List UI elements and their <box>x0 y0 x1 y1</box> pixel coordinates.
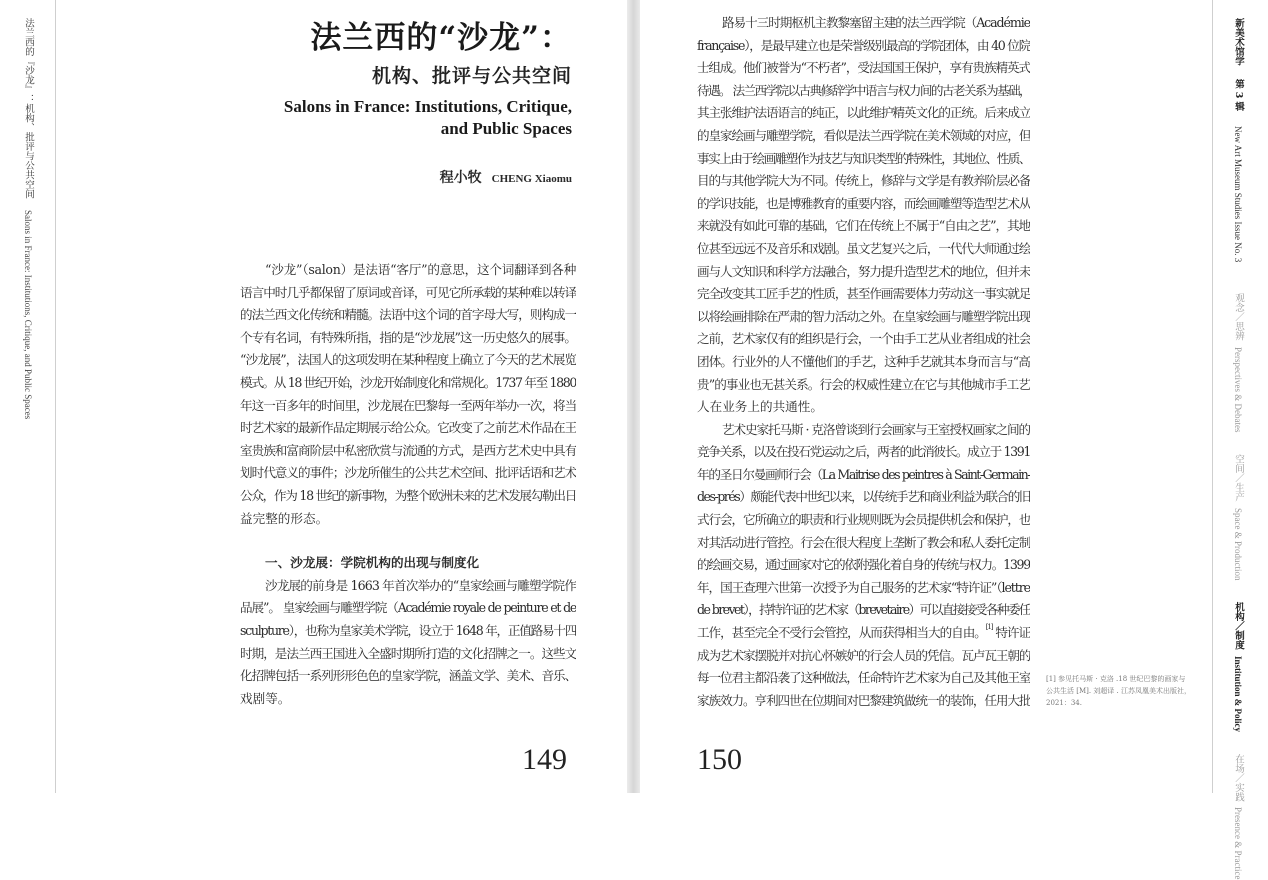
text-line: 成为艺术家摆脱并对抗心怀嫉妒的行会人员的凭信。瓦卢瓦王朝的 <box>697 647 1030 663</box>
text-line: 的学识技能，也是博雅教育的重要内容，而绘画雕塑等造型艺术从 <box>697 195 1030 211</box>
issue-zh: 第 3 辑 <box>1233 78 1244 111</box>
text-line: 士组成。他们被誉为“不朽者”，受法国国王保护，享有贵族精英式 <box>697 60 1030 76</box>
text-line: 益完整的形态。 <box>240 510 329 526</box>
text-line: 人在业务上的共通性。 <box>697 399 823 415</box>
text-line: 公众，作为 18 世纪的新事物，为整个欧洲未来的艺术发展勾勒出日 <box>240 487 576 503</box>
text-line: 的皇家绘画与雕塑学院，看似是法兰西学院在美术领域的对应，但 <box>697 127 1030 143</box>
text-line: 家族效力。亨利四世在位期间对巴黎建筑做统一的装饰，任用大批 <box>697 692 1030 708</box>
book-gutter <box>627 0 640 793</box>
right-section-index <box>1232 18 1244 880</box>
text-line: 以将绘画排除在严肃的智力活动之外。在皇家绘画与雕塑学院出现 <box>697 308 1030 324</box>
text-line: 事实上由于绘画雕塑作为技艺与知识类型的特殊性，其地位、性质、 <box>697 150 1030 166</box>
text-line: 年这一百多年的时间里，沙龙展在巴黎每一至两年举办一次，将当 <box>240 397 576 413</box>
text-line: 路易十三时期枢机主教黎塞留主建的法兰西学院（Académie <box>722 15 1030 30</box>
text-line: de brevet），持特许证的艺术家（brevetaire）可以直接接受各种委任 <box>697 602 1030 618</box>
footnote-line: 2021：34. <box>1046 699 1082 707</box>
journal-name-en: New Art Museum Studies Issue No. 3 <box>1233 125 1243 263</box>
text-line: 化招牌包括一系列形形色色的皇家学院，涵盖文学、美术、音乐、 <box>240 668 576 684</box>
section-index-item <box>1232 454 1244 580</box>
section-index-item <box>1232 602 1244 732</box>
right-margin-rule <box>1212 0 1213 793</box>
text-line: 其主张维护法语语言的纯正，以此维护精英文化的正统。后来成立 <box>697 105 1030 121</box>
page-number-right: 150 <box>697 743 742 776</box>
text-line: 戏剧等。 <box>240 690 291 706</box>
text-line-part: 工作，甚至完全不受行会管控，从而获得相当大的自由。 <box>697 625 986 641</box>
text-line: 来就没有如此可靠的基础，它们在传统上不属于“自由之艺”，其地 <box>697 218 1030 234</box>
text-line: 之前，艺术家仅有的组织是行会，一个由手工艺从业者组成的社会 <box>697 331 1030 347</box>
text-line: 艺术史家托马斯 · 克洛曾谈到行会画家与王室授权画家之间的 <box>722 421 1030 437</box>
text-line: 的法兰西文化传统和精髓。法语中这个词的首字母大写，则构成一 <box>240 307 576 323</box>
section-zh: 空间／生产 <box>1233 454 1244 502</box>
text-line: française），是最早建立也是荣誉级别最高的学院团体，由 40 位院 <box>697 37 1030 53</box>
paragraph <box>240 259 576 530</box>
section-heading: 一、沙龙展：学院机构的出现与制度化 <box>265 555 480 571</box>
paragraph <box>240 575 576 711</box>
text-line: 年的圣日尔曼画师行会（La Maitrise des peintres à Saint-Germain- <box>697 466 1030 482</box>
article-title-en <box>284 96 572 140</box>
section-zh: 观念／思辨 <box>1233 293 1244 341</box>
left-page-body <box>240 259 576 710</box>
text-line: 竞争关系，以及在投石党运动之后，两者的此消彼长。成立于 1391 <box>697 444 1030 460</box>
text-line: 式行会，它所确立的职责和行业规则既为会员提供机会和保护，也 <box>697 512 1030 528</box>
text-line: 贵”的事业也无甚关系。行会的权威性建立在它与其他城市手工艺 <box>697 376 1030 392</box>
text-line: 划时代意义的事件；沙龙所催生的公共艺术空间、批评话语和艺术 <box>240 465 576 481</box>
title-en-line: and Public Spaces <box>440 119 572 138</box>
section-en: Space & Production <box>1233 507 1243 581</box>
section-index-list <box>1232 265 1244 879</box>
text-line <box>697 622 1030 645</box>
footnote-line: [1] 参见托马斯 · 克洛 .18 世纪巴黎的画家与 <box>1046 675 1186 683</box>
text-line: 个专有名词，有特殊所指，指的是“沙龙展”这一历史悠久的展事。 <box>240 329 576 345</box>
journal-name-zh: 新美术馆学 <box>1233 18 1244 66</box>
text-line: 年，国王查理六世第一次授予为自己服务的艺术家“特许证”（lettre <box>697 579 1030 595</box>
article-title-zh: 法兰西的“沙龙”： <box>310 20 572 56</box>
left-running-head <box>22 18 34 419</box>
author-zh: 程小牧 <box>439 170 482 186</box>
text-line: 品展”。 皇家绘画与雕塑学院（Académie royale de peinture et de <box>240 600 576 616</box>
text-line: 每一位君主都沿袭了这种做法，任命特许艺术家为自己及其他王室 <box>697 670 1030 686</box>
footnote-reference: [1] <box>985 623 993 632</box>
section-index-item <box>1232 754 1244 880</box>
text-line: 目的与其他学院大为不同。传统上，修辞与文学是有教养阶层必备 <box>697 173 1030 189</box>
title-en-line: Salons in France: Institutions, Critique, <box>283 97 572 116</box>
section-zh: 机构／制度 <box>1233 602 1244 650</box>
text-line: 语言中时几乎都保留了原词或音译，可见它所承载的某种难以转译 <box>240 284 576 300</box>
text-line: 沙龙展的前身是 1663 年首次举办的“皇家绘画与雕塑学院作 <box>265 577 576 593</box>
paragraph <box>697 419 1030 713</box>
text-line: 位甚至远远不及音乐和戏剧。虽文艺复兴之后，一代代大师通过绘 <box>697 240 1030 256</box>
text-line: 时期，是法兰西王国进入全盛时期所打造的文化招牌之一。这些文 <box>240 645 576 661</box>
footnote <box>1046 673 1208 709</box>
text-line: “沙龙展”，法国人的这项发明在某种程度上确立了今天的艺术展览 <box>240 352 576 368</box>
author <box>440 167 572 187</box>
text-line: 完全改变其工匠手艺的性质，甚至作画需要体力劳动这一事实就足 <box>697 286 1030 302</box>
text-line: sculpture），也称为皇家美术学院，设立于 1648 年，正值路易十四 <box>240 622 576 638</box>
right-page-body <box>697 12 1030 712</box>
text-line: 团体。行业外的人不懂他们的手艺，这种手艺就其本身而言与“高 <box>697 353 1030 369</box>
section-en: Institution & Policy <box>1233 655 1243 732</box>
article-subtitle-zh: 机构、批评与公共空间 <box>371 65 572 87</box>
text-line: 时艺术家的最新作品定期展示给公众。它改变了之前艺术作品在王 <box>240 420 576 436</box>
section-index-item <box>1232 293 1244 432</box>
left-margin-rule <box>55 0 56 793</box>
section-zh: 在场／实践 <box>1233 753 1244 802</box>
running-title-en: Salons in France: Institutions, Critique, and Public Spaces <box>23 209 33 419</box>
section-en: Presence & Practice <box>1233 807 1243 880</box>
text-line: 模式。从 18 世纪开始，沙龙开始制度化和常规化。1737 年至 1880 <box>240 374 576 390</box>
footnote-line: 公共生活 [M]. 刘超译 . 江苏凤凰美术出版社， <box>1046 687 1191 695</box>
text-line: 的绘画交易，通过画家对它的依附强化着自身的传统与权力。1399 <box>697 557 1030 573</box>
text-line: des-prés）颇能代表中世纪以来，以传统手艺和商业利益为联合的旧 <box>697 489 1030 505</box>
author-en: CHENG Xiaomu <box>491 173 572 185</box>
paragraph <box>697 12 1030 419</box>
running-title-zh: 法兰西的『沙龙』：机构、批评与公共空间 <box>23 18 34 199</box>
text-line: “沙龙”（salon）是法语“客厅”的意思，这个词翻译到各种 <box>265 262 576 277</box>
text-line-part: 特许证 <box>992 625 1030 641</box>
page-number-left: 149 <box>522 743 567 776</box>
text-line: 画与人文知识和科学方法融合，努力提升造型艺术的地位，但并未 <box>697 263 1030 279</box>
section-en: Perspectives & Debates <box>1233 346 1243 433</box>
text-line: 待遇。 法兰西学院以古典修辞学中语言与权力间的古老关系为基础， <box>697 82 1030 98</box>
text-line: 对其活动进行管控。行会在很大程度上垄断了教会和私人委托定制 <box>697 534 1030 550</box>
text-line: 室贵族和富商阶层中私密欣赏与流通的方式，是西方艺术史中具有 <box>240 442 576 458</box>
